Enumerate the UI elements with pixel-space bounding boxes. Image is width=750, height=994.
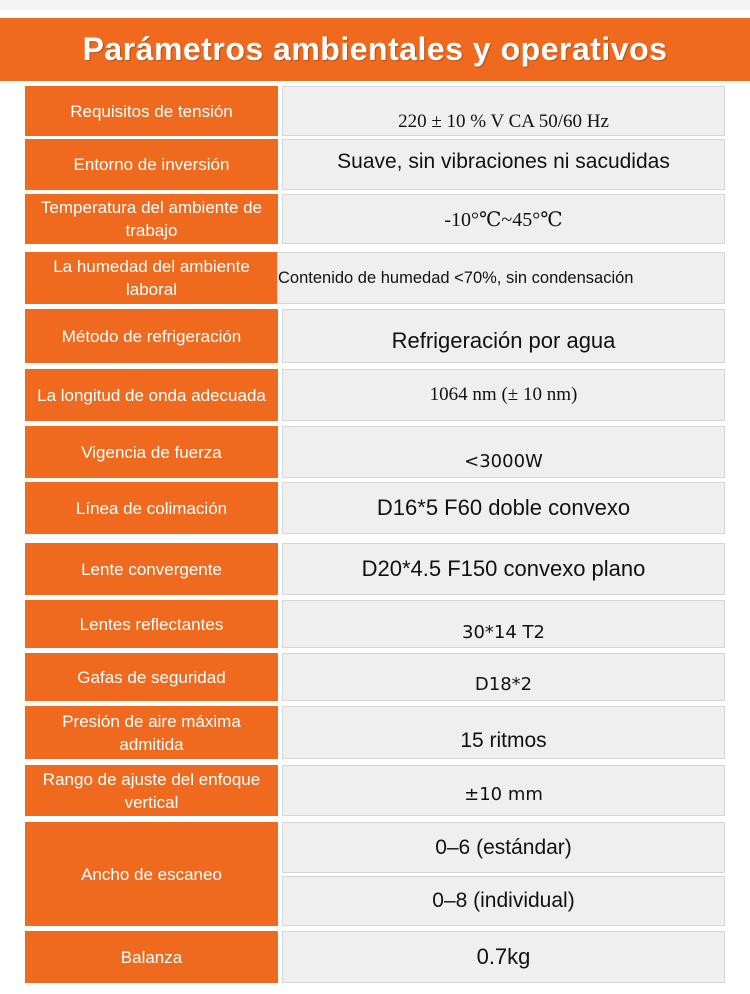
row-value: 30*14 T2 xyxy=(282,600,725,648)
table-row xyxy=(25,194,725,244)
table-row xyxy=(25,765,725,816)
table-row xyxy=(25,822,725,926)
row-value: Suave, sin vibraciones ni sacudidas xyxy=(282,139,725,190)
page-title: Parámetros ambientales y operativos xyxy=(82,31,668,67)
row-label: Método de refrigeración xyxy=(25,309,278,363)
row-label: Presión de aire máxima admitida xyxy=(25,706,278,759)
table-row xyxy=(25,543,725,595)
table-row xyxy=(25,600,725,648)
row-label: Lentes reflectantes xyxy=(25,600,278,648)
row-value: 0.7kg xyxy=(282,931,725,983)
table-row xyxy=(25,931,725,983)
row-value: 15 ritmos xyxy=(282,706,725,759)
row-value: D16*5 F60 doble convexo xyxy=(282,482,725,534)
row-value: Contenido de humedad <70%, sin condensación xyxy=(277,252,725,304)
table-row xyxy=(25,653,725,701)
table-row xyxy=(25,426,725,478)
row-value: <3000W xyxy=(282,426,725,478)
row-label: Requisitos de tensión xyxy=(25,86,278,136)
row-label: Rango de ajuste del enfoque vertical xyxy=(25,765,278,816)
table-row xyxy=(25,309,725,363)
row-value: 1064 nm (± 10 nm) xyxy=(282,369,725,421)
row-value: 220 ± 10 % V CA 50/60 Hz xyxy=(282,86,725,136)
row-label: La longitud de onda adecuada xyxy=(25,369,278,421)
row-label: Línea de colimación xyxy=(25,482,278,534)
row-label: Lente convergente xyxy=(25,543,278,595)
row-value: -10°℃~45°℃ xyxy=(282,194,725,244)
row-label: Entorno de inversión xyxy=(25,139,278,190)
row-label: Balanza xyxy=(25,931,278,983)
row-value: Refrigeración por agua xyxy=(282,309,725,363)
row-value-standard: 0–6 (estándar) xyxy=(282,822,725,873)
table-row xyxy=(25,369,725,421)
table-row xyxy=(25,139,725,190)
row-value: D18*2 xyxy=(282,653,725,701)
row-label: La humedad del ambiente laboral xyxy=(25,252,278,304)
row-value: D20*4.5 F150 convexo plano xyxy=(282,543,725,595)
table-row xyxy=(25,482,725,534)
table-row xyxy=(25,706,725,759)
row-label: Temperatura del ambiente de trabajo xyxy=(25,194,278,244)
row-label: Gafas de seguridad xyxy=(25,653,278,701)
table-row xyxy=(25,252,725,304)
row-value-individual: 0–8 (individual) xyxy=(282,876,725,926)
table-row xyxy=(25,86,725,136)
row-value: ±10 mm xyxy=(282,765,725,816)
row-label: Vigencia de fuerza xyxy=(25,426,278,478)
row-label: Ancho de escaneo xyxy=(25,822,278,926)
